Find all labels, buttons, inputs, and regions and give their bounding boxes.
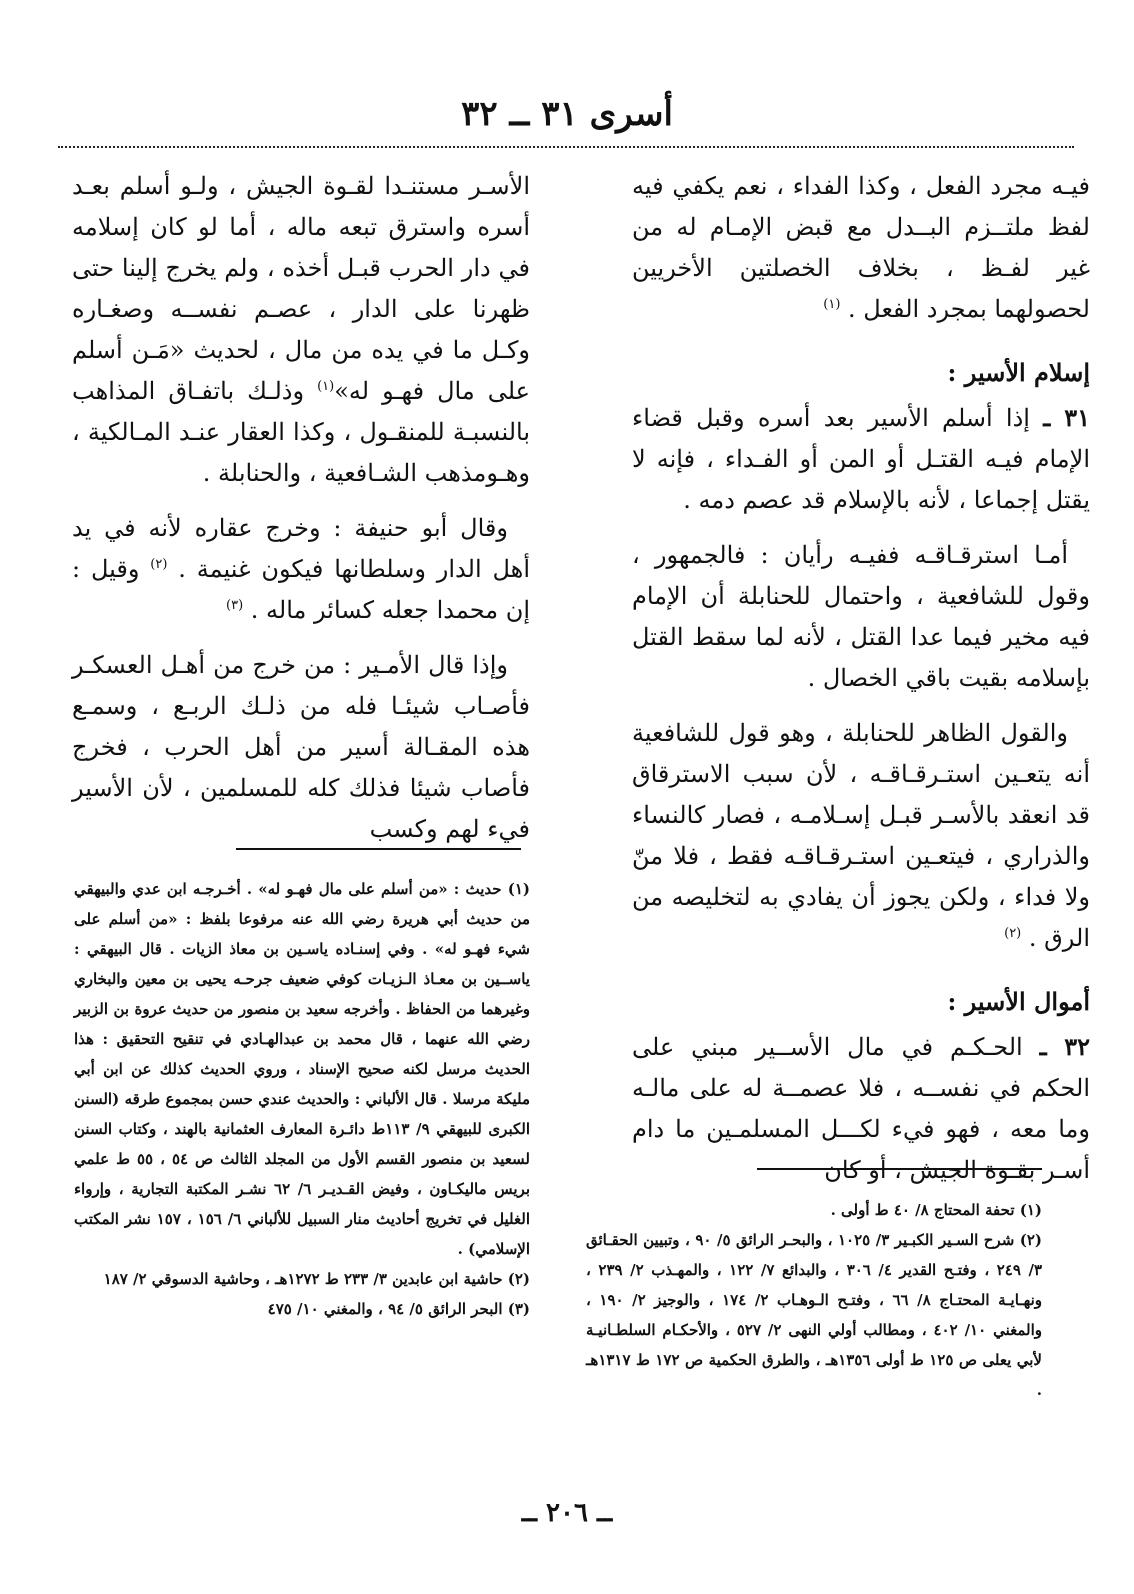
- footnote-separator-right: [757, 1168, 1042, 1170]
- section-number: ٣١ ـ: [1043, 403, 1090, 432]
- footnote-ref: (٢): [150, 557, 168, 572]
- footnote-ref: (١): [317, 379, 335, 394]
- footnote: (٣) البحر الرائق ٥/ ٩٤ ، والمغني ١٠/ ٤٧٥: [267, 1300, 530, 1318]
- paragraph-text: والقول الظاهر للحنابلة ، وهو قول للشافعية أنه يتعـين استـرقـاقـه ، لأن سبب الاسترقاق قد انعقد بالأسـر قبـل إسـلامـه ، فصار كالنساء والذراري ، فيتعـين استـرقـاقـه فقط ، فلا منّ ولا فداء ، ولكن يجوز أن يفادي به لتخليصه من الرق .: [632, 719, 1090, 952]
- paragraph: [72, 166, 530, 494]
- paragraph: [632, 397, 1090, 521]
- paragraph: [72, 508, 530, 631]
- paragraph: [632, 166, 1090, 330]
- footnote-separator-left: [236, 848, 521, 850]
- footnote: (٢) حاشية ابن عابدين ٣/ ٢٣٣ ط ١٢٧٢هـ ، وحاشية الدسوقي ٢/ ١٨٧: [103, 1270, 530, 1288]
- paragraph-text: الأسـر مستنـدا لقـوة الجيش ، ولـو أسلم بعـد أسره واسترق تبعه ماله ، أما لو كان إسلامه في دار الحرب قبـل أخذه ، ولم يخرج إلينا حتى ظهرنا على الدار ، عصـم نفســه وصغـاره وكـل ما في يده من مال ، لحديث «مَـن أسلم على مال فهـو له»: [72, 172, 530, 405]
- footnote-ref: (١): [823, 297, 841, 312]
- page-header-title: أسرى ٣١ ــ ٣٢: [461, 94, 673, 134]
- section-heading-captive-property: أموال الأسير :: [947, 987, 1090, 1016]
- section-heading-islam-of-captive: إسلام الأسير :: [947, 358, 1090, 387]
- paragraph-text: وقيل : إن محمدا جعله كسائر ماله .: [72, 555, 530, 624]
- paragraph-text: فيـه مجرد الفعل ، وكذا الفداء ، نعم يكفي فيه لفظ ملتــزم البــدل مع قبض الإمـام له من غير لفـظ ، بخلاف الخصلتين الأخريين لحصولهما بمجرد الفعل .: [632, 172, 1090, 323]
- footnote-ref: (٣): [226, 598, 244, 613]
- footnote: (٢) شرح السـير الكبـير ٣/ ١٠٢٥ ، والبحـر الرائق ٥/ ٩٠ ، وتبيين الحقـائق ٣/ ٢٤٩ ، وفتـح القدير ٤/ ٣٠٦ ، والبدائع ٧/ ١٢٢ ، والمهـذب ٢/ ٢٣٩ ، ونهـايـة المحتـاج ٨/ ٦٦ ، وفتـح الـوهـاب ٢/ ١٧٤ ، والوجيز ٢/ ١٩٠ ، والمغني ١٠/ ٤٠٢ ، ومطالب أولي النهى ٢/ ٥٢٧ ، والأحكـام السلطـانيـة لأبي يعلى ص ١٢٥ ط أولى ١٣٥٦هـ ، والطرق الحكمية ص ١٧٢ ط ١٣١٧هـ .: [586, 1231, 1043, 1399]
- footnote-ref: (٢): [1004, 926, 1022, 941]
- footnote: (١) تحفة المحتاج ٨/ ٤٠ ط أولى .: [830, 1201, 1042, 1219]
- paragraph: أمـا استرقـاقـه ففيـه رأيان : فالجمهور ، وقول للشافعية ، واحتمال للحنابلة أن الإمام فيه مخير فيما عدا القتل ، لأنه لما سقط القتل بإسلامه بقيت باقي الخصال .: [632, 541, 1090, 692]
- header-dotted-rule: [58, 146, 1074, 148]
- footnotes-left: [74, 874, 530, 1324]
- paragraph-text: وذلـك باتفـاق المذاهب بالنسبـة للمنقـول ، وكذا العقار عنـد المـالكية ، وهـومذهب الشـافعية ، والحنابلة .: [72, 377, 530, 487]
- paragraph-text: إذا أسلم الأسير بعد أسره وقبل قضاء الإمام فيـه القتـل أو المن أو الفـداء ، فإنه لا يقتل إجماعا ، لأنه بالإسلام قد عصم دمه .: [632, 404, 1090, 514]
- footnote: (١) حديث : «من أسلم على مال فهـو له» . أخـرجـه ابن عدي والبيهقي من حديث أبي هريرة رضي الله عنه مرفوعا بلفظ : «من أسلم على شيء فهـو له» . وفي إسنـاده ياسـين بن معاذ الزيات . قال البيهقي : ياســين بن معـاذ الـزيـات كوفي ضعيف جرحـه يحيى بن معين والبخاري وغيرهما من الحفاظ . وأخرجه سعيد بن منصور من حديث عروة بن الزبير رضي الله عنهما ، قال محمد بن عبدالهـادي في تنقيح التحقيق : هذا الحديث مرسل لكنه صحيح الإسناد ، وروي الحديث كذلك عن ابن أبي مليكة مرسلا . قال الألباني : والحديث عندي حسن بمجموع طرقه (السنن الكبرى للبيهقي ٩/ ١١٣ط دائـرة المعارف العثمانية بالهند ، وكتاب السنن لسعيد بن منصور القسم الأول من المجلد الثالث ص ٥٤ ، ٥٥ ط علمي بريس ماليكـاون ، وفيض القـديـر ٦/ ٦٢ نشـر المكتبة التجارية ، وإرواء الغليل في تخريج أحاديث منار السبيل للألباني ٦/ ١٥٦ ، ١٥٧ نشر المكتب الإسلامي) .: [74, 880, 530, 1258]
- footnotes-right: [586, 1195, 1042, 1405]
- paragraph-text: الحـكـم في مال الأســير مبني على الحكم في نفســه ، فلا عصمــة له على مالـه وما معه ، فهو فيء لكـــل المسلمـين ما دام أسـر بقـوة الجيش ، أو كان: [632, 1033, 1090, 1184]
- paragraph-text: وقال أبو حنيفة : وخرج عقاره لأنه في يد أهل الدار وسلطانها فيكون غنيمة .: [72, 514, 530, 583]
- paragraph: [632, 713, 1090, 959]
- page-number: ــ ٢٠٦ ــ: [521, 1498, 613, 1528]
- right-column: [632, 166, 1090, 1205]
- left-column: [72, 166, 530, 864]
- section-number: ٣٢ ـ: [1039, 1032, 1090, 1061]
- paragraph: [632, 1026, 1090, 1191]
- paragraph: وإذا قال الأمـير : من خرج من أهـل العسكـر فأصـاب شيئـا فله من ذلـك الربـع ، وسمـع هذه المقـالة أسير من أهل الحرب ، فخرج فأصاب شيئا فذلك كله للمسلمين ، لأن الأسير فيء لهم وكسب: [72, 651, 531, 843]
